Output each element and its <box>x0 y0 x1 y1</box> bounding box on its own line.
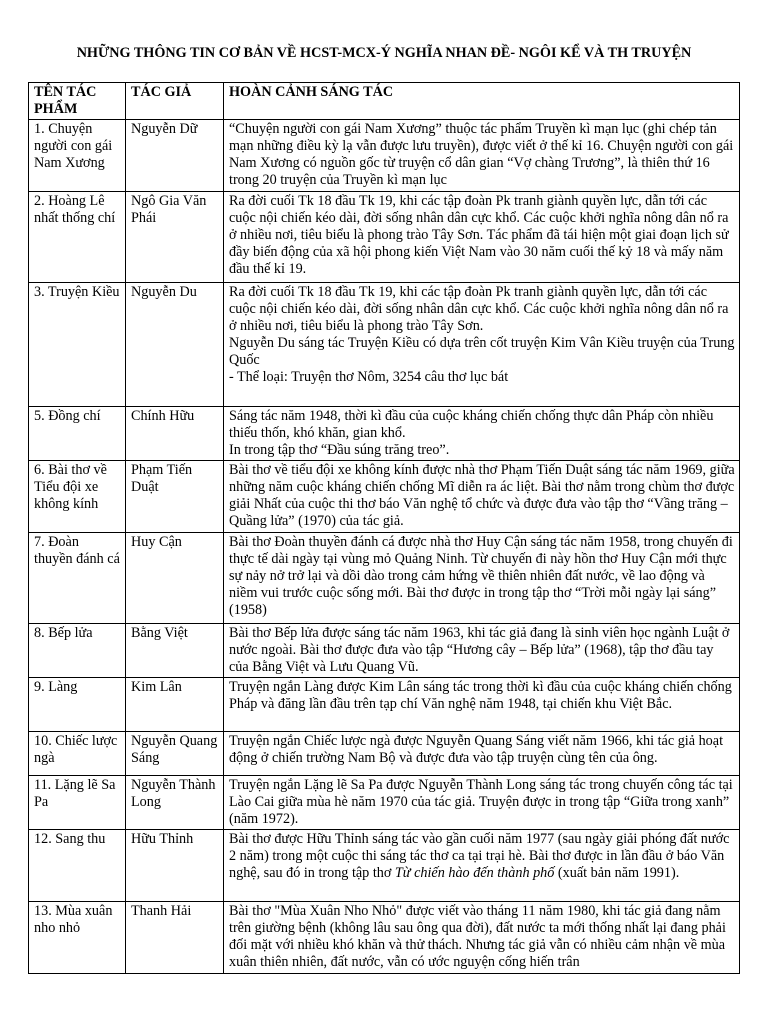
author-cell: Nguyễn Thành Long <box>126 776 224 830</box>
context-text: Bài thơ được Hữu Thỉnh sáng tác vào gần cuối năm 1977 (sau ngày giải phóng đất nước 2 năm) trong một cuộc thi sáng tác thơ ca tại trại hè. Bài thơ được in lần đầu ở báo Văn nghệ, sau đó in trong tập thơ <box>229 831 730 881</box>
context-italic-title: Từ chiến hào đến thành phố <box>394 865 555 881</box>
table-row <box>29 776 740 830</box>
context-cell <box>224 120 740 192</box>
context-text: In trong tập thơ “Đầu súng trăng treo”. <box>229 442 450 458</box>
work-cell: 2. Hoàng Lê nhất thống chí <box>29 192 126 283</box>
work-cell: 13. Mùa xuân nho nhỏ <box>29 902 126 974</box>
author-cell: Huy Cận <box>126 533 224 624</box>
table-header-row <box>29 83 740 120</box>
context-cell <box>224 192 740 283</box>
context-text: Bài thơ Bếp lửa được sáng tác năm 1963, khi tác giả đang là sinh viên học ngành Luật ở nước ngoài. Bài thơ được đưa vào tập “Hương cây – Bếp lửa” (1968), tập thơ đầu tay của Bằng Việt và Lưu Quang Vũ. <box>229 625 730 675</box>
author-cell: Ngô Gia Văn Phái <box>126 192 224 283</box>
context-text: Truyện ngắn Chiếc lược ngà được Nguyễn Quang Sáng viết năm 1966, khi tác giả hoạt động ở chiến trường Nam Bộ và được đưa vào tập truyện cùng tên của ông. <box>229 733 724 766</box>
context-text: - Thể loại: Truyện thơ Nôm, 3254 câu thơ lục bát <box>229 369 509 385</box>
author-cell: Bằng Việt <box>126 624 224 678</box>
author-cell: Thanh Hải <box>126 902 224 974</box>
author-cell: Nguyễn Dữ <box>126 120 224 192</box>
table-row <box>29 120 740 192</box>
context-cell <box>224 624 740 678</box>
table-row <box>29 283 740 407</box>
context-cell <box>224 283 740 407</box>
context-text: “Chuyện người con gái Nam Xương” thuộc tác phẩm Truyền kì mạn lục (ghi chép tản mạn những điều kỳ lạ vẫn được lưu truyền), được viết ở thế kỉ 16. Chuyện người con gái Nam Xương có nguồn gốc từ truyện cổ dân gian “Vợ chàng Trương”, là thiên thứ 16 trong 20 truyện của Truyền kì mạn lục <box>229 121 734 188</box>
work-cell: 3. Truyện Kiều <box>29 283 126 407</box>
work-cell: 1. Chuyện người con gái Nam Xương <box>29 120 126 192</box>
context-text: Truyện ngắn Lặng lẽ Sa Pa được Nguyễn Thành Long sáng tác trong chuyến công tác tại Lào Cai giữa mùa hè năm 1970 của tác giả. Truyện được in trong tập “Giữa trong xanh” (năm 1972). <box>229 777 733 827</box>
table-row <box>29 830 740 902</box>
context-cell <box>224 407 740 461</box>
context-text: Bài thơ "Mùa Xuân Nho Nhỏ" được viết vào tháng 11 năm 1980, khi tác giả đang nằm trên giường bệnh (không lâu sau ông qua đời), đất nước ta mới thống nhất lại đang phải đối mặt với nhiều khó khăn và thử thách. Nhưng tác giả vẫn có nhiều cảm nhận về mùa xuân thiên nhiên, đất nước, vẫn có ước nguyện cống hiến trân <box>229 903 726 970</box>
context-cell <box>224 461 740 533</box>
author-cell: Phạm Tiến Duật <box>126 461 224 533</box>
work-cell: 6. Bài thơ về Tiểu đội xe không kính <box>29 461 126 533</box>
header-work: TÊN TÁC PHẨM <box>29 83 126 120</box>
work-cell: 9. Làng <box>29 678 126 732</box>
context-text: Bài thơ Đoàn thuyền đánh cá được nhà thơ Huy Cận sáng tác năm 1958, trong chuyến đi thực tế dài ngày tại vùng mỏ Quảng Ninh. Từ chuyến đi này hồn thơ Huy Cận mới thực sự nảy nở trở lại và dồi dào trong cảm hứng về thiên nhiên đất nước, về lao động và niềm vui trước cuộc sống mới. Bài thơ được in trong tập thơ “Trời mỗi ngày lại sáng” (1958) <box>229 534 733 618</box>
table-row <box>29 678 740 732</box>
context-text: Sáng tác năm 1948, thời kì đầu của cuộc kháng chiến chống thực dân Pháp còn nhiều thiếu thốn, khó khăn, gian khổ. <box>229 408 714 441</box>
context-text: Bài thơ về tiểu đội xe không kính được nhà thơ Phạm Tiến Duật sáng tác năm 1969, giữa những năm cuộc kháng chiến chống Mĩ diễn ra ác liệt. Bài thơ nằm trong chùm thơ được giải Nhất của cuộc thi thơ báo Văn nghệ tổ chức và được đưa vào tập thơ “Vầng trăng – Quầng lửa” (1970) của tác giả. <box>229 462 735 529</box>
work-cell: 12. Sang thu <box>29 830 126 902</box>
author-cell: Nguyễn Du <box>126 283 224 407</box>
document-title: NHỮNG THÔNG TIN CƠ BẢN VỀ HCST-MCX-Ý NGHĨA NHAN ĐỀ- NGÔI KỂ VÀ TH TRUYỆN <box>76 45 692 61</box>
context-cell <box>224 533 740 624</box>
author-cell: Nguyễn Quang Sáng <box>126 732 224 776</box>
table-row <box>29 732 740 776</box>
work-cell: 10. Chiếc lược ngà <box>29 732 126 776</box>
context-text: Nguyễn Du sáng tác Truyện Kiều có dựa trên cốt truyện Kim Vân Kiều truyện của Trung Quốc <box>229 335 735 368</box>
context-text: Ra đời cuối Tk 18 đầu Tk 19, khi các tập đoàn Pk tranh giành quyền lực, dẫn tới các cuộc nội chiến kéo dài, đời sống nhân dân cực khổ. Các cuộc khởi nghĩa nông dân nổ ra ở nhiều nơi, tiêu biểu là phong trào Tây Sơn. <box>229 284 729 334</box>
table-row <box>29 192 740 283</box>
table-row <box>29 533 740 624</box>
table-row <box>29 624 740 678</box>
table-row <box>29 407 740 461</box>
author-cell: Hữu Thỉnh <box>126 830 224 902</box>
work-cell: 7. Đoàn thuyền đánh cá <box>29 533 126 624</box>
work-cell: 5. Đồng chí <box>29 407 126 461</box>
context-text: Truyện ngắn Làng được Kim Lân sáng tác trong thời kì đầu của cuộc kháng chiến chống Pháp và đăng lần đầu trên tạp chí Văn nghệ năm 1948, tại chiến khu Việt Bắc. <box>229 679 732 712</box>
table-row <box>29 902 740 974</box>
work-cell: 8. Bếp lửa <box>29 624 126 678</box>
info-table <box>28 82 740 974</box>
header-author: TÁC GIẢ <box>126 83 224 120</box>
header-context: HOÀN CẢNH SÁNG TÁC <box>224 83 740 120</box>
table-row <box>29 461 740 533</box>
work-cell: 11. Lặng lẽ Sa Pa <box>29 776 126 830</box>
author-cell: Chính Hữu <box>126 407 224 461</box>
context-cell <box>224 902 740 974</box>
author-cell: Kim Lân <box>126 678 224 732</box>
context-text: (xuất bản năm 1991). <box>554 865 680 881</box>
context-text: Ra đời cuối Tk 18 đầu Tk 19, khi các tập đoàn Pk tranh giành quyền lực, dẫn tới các cuộc nội chiến kéo dài, đời sống nhân dân cực khổ. Các cuộc khởi nghĩa nông dân nổ ra ở nhiều nơi, tiêu biểu là phong trào Tây Sơn. Tác phẩm đã tái hiện một giai đoạn lịch sử đầy biến động của xã hội phong kiến Việt Nam vào 30 năm cuối thế kỷ 18 và mấy năm đầu thế kỉ 19. <box>229 193 729 277</box>
context-cell <box>224 830 740 902</box>
context-cell <box>224 776 740 830</box>
context-cell <box>224 732 740 776</box>
context-cell <box>224 678 740 732</box>
